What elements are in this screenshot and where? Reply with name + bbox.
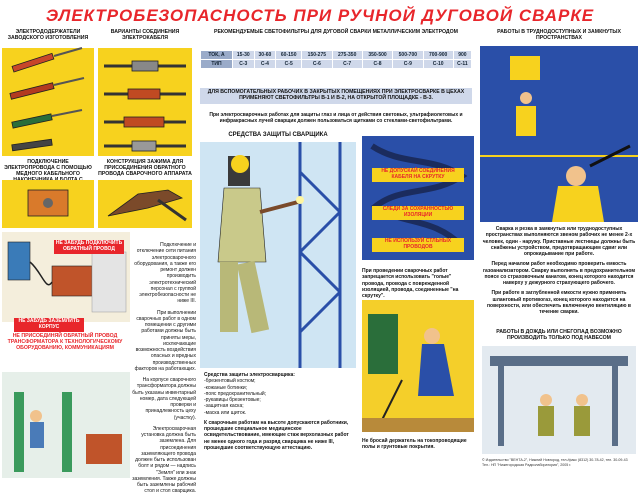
ppe-item: -рукавицы брезентовые; <box>204 397 261 403</box>
footer-credits <box>482 458 638 467</box>
page-title: ЭЛЕКТРОБЕЗОПАСНОСТЬ ПРИ РУЧНОЙ ДУГОВОЙ СВАРКЕ <box>45 6 595 25</box>
warn-ground: НЕ ЗАБУДЬ ЗАЗЕМЛИТЬ КОРПУС <box>14 318 84 332</box>
confined-header: РАБОТЫ В ТРУДНОДОСТУПНЫХ И ЗАМКНУТЫХ ПРОСТРАНСТВАХ <box>497 29 621 41</box>
ppe-header: СРЕДСТВА ЗАЩИТЫ СВАРЩИКА <box>228 132 328 138</box>
table-cell: С-10 <box>423 60 453 69</box>
filters-table <box>200 50 472 69</box>
table-cell: С-4 <box>254 60 276 69</box>
table-cell: 15-30 <box>233 51 255 60</box>
confined-text <box>482 226 636 315</box>
cable-connections-illustration <box>98 48 192 156</box>
ppe-item: -пояс предохранительный; <box>204 390 267 397</box>
floor-scene <box>362 300 474 432</box>
left-paragraph-1: Подключение и отключение сети питания электросварочного оборудования, а также его ремонт должен производить электротехнический персонал с группой электробезопасности не ниже III. <box>134 242 196 305</box>
footer-line-2: Тел.: НП "Нижегородская Радиолаборатория", 2005 г. <box>482 462 572 467</box>
ppe-item: -маска или щиток. <box>204 409 247 416</box>
table-cell: 500-700 <box>393 51 423 60</box>
table-cell: 275-350 <box>332 51 362 60</box>
lug-caption: ПОДКЛЮЧЕНИЕ ЭЛЕКТРОПРОВОДА С ПОМОЩЬЮ МЕДНОГО КАБЕЛЬНОГО <box>4 159 92 177</box>
canopy-illustration <box>482 346 636 454</box>
table-row <box>201 60 472 69</box>
table-cell: С-8 <box>362 60 392 69</box>
cable-text: При проведении сварочных работ запрещается использовать "голые" провода, провода с поврежденной изоляцией, провода, соединенные "на скрутку". <box>362 268 459 299</box>
table-cell: С-5 <box>276 60 302 69</box>
filters-note: ДЛЯ ВСПОМОГАТЕЛЬНЫХ РАБОЧИХ В ЗАКРЫТЫХ ПОМЕЩЕНИЯХ ПРИ ЭЛЕКТРОСВАРКЕ В ЦЕХАХ ПРИМЕНЯЮТ СВЕТОФИЛЬТРЫ В-1 И В-2, НА ОТКРЫТОЙ ПЛОЩАДКЕ - В-3. <box>200 88 472 104</box>
confined-paragraph-3: При работе в заглубленной емкости нужно применять шланговый противогаз, конец которого находится на поверхности, или обеспечить включенную вентиляцию в течение сварки. <box>487 290 631 315</box>
table-cell: С-11 <box>453 60 471 69</box>
ppe-title: Средства защиты электросварщика: <box>204 372 295 378</box>
cable-join-caption: ВАРИАНТЫ СОЕДИНЕНИЯ ЭЛЕКТРОКАБЕЛЯ <box>110 29 180 41</box>
clamp-illustration <box>98 180 192 228</box>
cable-join-panel <box>98 48 192 156</box>
clamp-panel <box>98 180 192 228</box>
left-paragraph-3: На корпусе сварочного трансформатора должны быть указаны инвентарный номер, дата следующей проверки и принадлежность цеху (участку). <box>132 377 196 421</box>
confined-space-illustration <box>480 46 638 222</box>
lug-illustration <box>2 180 94 228</box>
table-cell: 60-150 <box>276 51 302 60</box>
workshop-illustration <box>2 372 130 478</box>
ppe-item: -брезентовый костюм; <box>204 378 256 385</box>
rain-scene <box>482 346 636 454</box>
welder-at-height-illustration <box>200 142 356 368</box>
left-paragraph-2: При выполнении сварочных работ в одном помещении с другими работами должны быть приняты меры, исключающие возможность воздействия опасных и вредных производственных факторов на работающих. <box>134 309 196 372</box>
table-cell: 150-275 <box>302 51 332 60</box>
table-cell: С-9 <box>393 60 423 69</box>
table-cell: 30-60 <box>254 51 276 60</box>
filters-header: РЕКОМЕНДУЕМЫЕ СВЕТОФИЛЬТРЫ ДЛЯ ДУГОВОЙ СВАРКИ МЕТАЛЛИЧЕСКИМ ЭЛЕКТРОДОМ <box>214 29 458 35</box>
table-cell: С-3 <box>233 60 255 69</box>
holders-caption: ЭЛЕКТРОДОДЕРЖАТЕЛИ ЗАВОДСКОГО ИЗГОТОВЛЕНИЯ <box>7 29 89 41</box>
holders-panel <box>2 48 94 156</box>
ppe-note: К сварочным работам на высоте допускаются работники, прошедшие специальное медицинское освидетельствование, имеющие стаж верхолазных работ не менее одного года и разряд сварщика не ниже III, прошедшие соответствующую аттестацию. <box>204 419 349 451</box>
filters-description: При электросварочных работах для защиты глаз и лица от действия световых, ультрафиолетовых и инфракрасных лучей сварщик должен пользоваться щитками со стеклами-светофильтрами. <box>209 112 463 125</box>
tag-no-steel: НЕ ИСПОЛЬЗУЙ СТЛЬНЫХ ПРОВОДОВ <box>372 238 464 252</box>
ppe-item: -кожаные ботинки; <box>204 384 248 391</box>
filters-block <box>200 30 472 134</box>
table-row-label: ТИП <box>201 60 233 69</box>
confined-scene <box>480 46 638 222</box>
clamp-caption: КОНСТРУКЦИЯ ЗАЖИМА ДЛЯ ПРИСОЕДИНЕНИЯ ОБРАТНОГО ПРОВОДА СВАРОЧНОГО АППАРАТА <box>98 159 192 177</box>
table-cell: С-6 <box>302 60 332 69</box>
ppe-item: -защитная каска; <box>204 403 244 410</box>
warn-return-wire: НЕ ЗАБУДЬ ПОДКЛЮЧИТЬ ОБРАТНЫЙ ПРОВОД <box>55 240 123 252</box>
footer-line-1: © Издательство "ВЕНТА-2", Нижний Новгород, тел./факс (8312) 30-78-42, тел. 30-09-43 <box>482 458 628 462</box>
ppe-scene <box>200 142 356 368</box>
table-cell: С-7 <box>332 60 362 69</box>
electrode-holders-illustration <box>2 48 94 156</box>
table-cell: 700-900 <box>423 51 453 60</box>
confined-paragraph-1: Сварка и резка в замкнутых или труднодоступных пространствах выполняются звеном рабочих не менее 2-х человек, один - наружу. Приставные лестницы должны быть снабжены устройством, предотвращающим сдвиг или опрокидывание при работе. <box>482 226 636 257</box>
table-cell: 900 <box>453 51 471 60</box>
lug-panel <box>2 180 94 228</box>
table-row <box>201 51 472 60</box>
tag-no-twist: НЕ ДОПУСКАЙ СОЕДИНЕНИЯ КАБЕЛЯ НА СКРУТКУ <box>372 168 464 182</box>
holder-warning-text: Не бросай держатель на токопроводящие полы и грунтовые покрытия. <box>362 438 467 451</box>
confined-paragraph-2: Перед началом работ необходимо проверить емкость газоанализатором. Сварку выполнять в предохранительном поясе со страховочным канатом, конец которого находится наверху у дежурного страхующего рабочего. <box>482 261 636 286</box>
welder-floor-illustration <box>362 300 474 432</box>
table-cell: 350-500 <box>362 51 392 60</box>
table-row-label: ТОК, А <box>201 51 233 60</box>
ppe-list <box>204 372 354 451</box>
left-paragraph-4: Электросварочная установка должна быть заземлена. Для присоединения заземляющего провода должен быть использован болт и рядом — надпись "Земля" или знак заземления. Также должны быть заземлены рабочий стол и стол сварщика. <box>132 425 196 495</box>
rain-header: РАБОТЫ В ДОЖДЬ ИЛИ СНЕГОПАД ВОЗМОЖНО ПРОИЗВОДИТЬ ТОЛЬКО ПОД НАВЕСОМ <box>496 329 622 341</box>
left-bottom-scene <box>2 372 130 478</box>
no-connect-caption: НЕ ПРИСОЕДИНЯЙ ОБРАТНЫЙ ПРОВОД ТРАНСФОРМАТОРА К ТЕХНОЛОГИЧЕСКОМУ ОБОРУДОВАНИЮ, КОММУНИКАЦИЯМ <box>7 333 123 351</box>
tag-insulation: СЛЕДИ ЗА СОХРАННОСТЬЮ ИЗОЛЯЦИИ <box>372 206 464 220</box>
left-text-column <box>132 242 196 495</box>
